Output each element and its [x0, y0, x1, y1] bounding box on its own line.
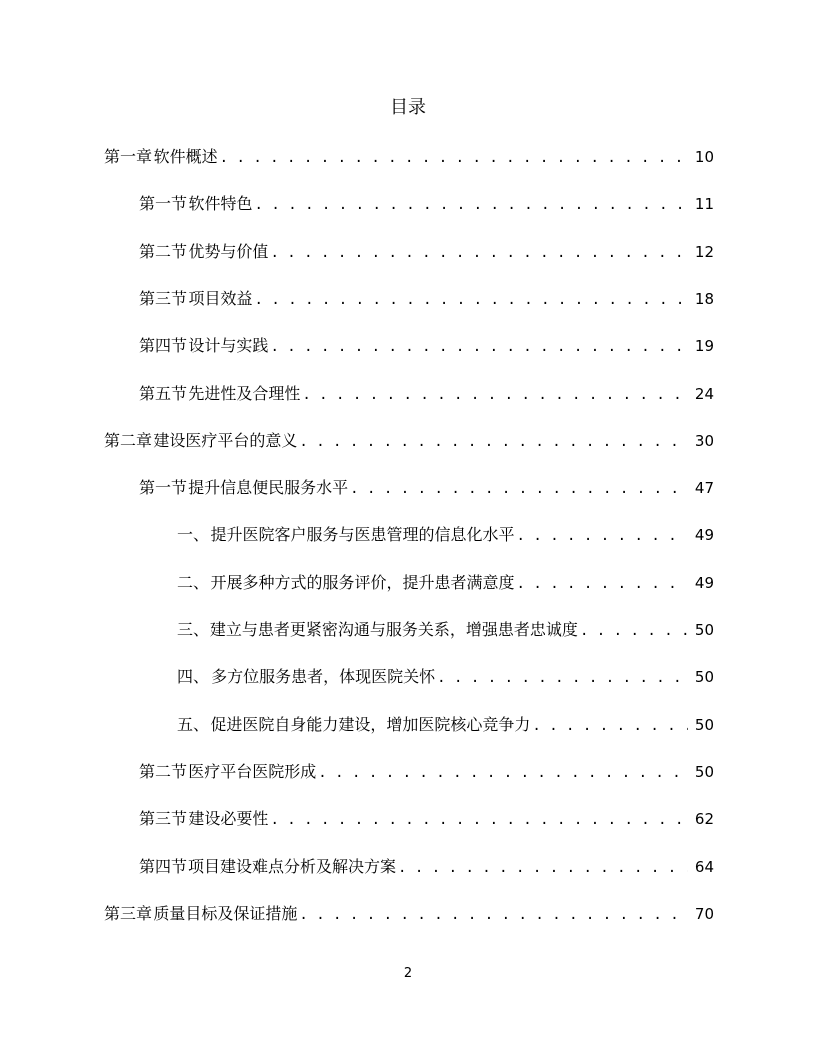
page-number: 2 — [403, 966, 413, 981]
toc-entry-title: 质量目标及保证措施 — [153, 903, 298, 923]
toc-entry-page: 50 — [694, 621, 714, 639]
toc-entry[interactable] — [139, 240, 714, 264]
toc-entry-title: 软件特色 — [188, 194, 253, 214]
toc-entry[interactable] — [104, 429, 714, 453]
toc-dot-leader — [270, 335, 688, 359]
toc-dot-leader — [302, 383, 688, 407]
toc-dot-leader — [318, 761, 688, 785]
toc-entry-number: 第二节 — [139, 241, 188, 261]
toc-dot-leader — [516, 572, 688, 596]
toc-entry[interactable] — [139, 192, 714, 216]
toc-dot-leader — [270, 808, 688, 832]
toc-entry-page: 62 — [694, 810, 714, 829]
toc-entry-title: 项目效益 — [188, 288, 253, 308]
toc-entry-page: 24 — [694, 384, 714, 403]
toc-dot-leader — [516, 524, 688, 548]
toc-dot-leader — [532, 714, 688, 738]
toc-entry[interactable] — [139, 760, 714, 784]
toc-dot-leader — [220, 146, 688, 170]
toc-entry-number: 第三章 — [104, 903, 153, 923]
toc-dot-leader — [299, 903, 688, 927]
toc-entry-page: 11 — [694, 195, 714, 214]
toc-entry-page: 49 — [694, 573, 714, 592]
toc-entry-page: 10 — [694, 148, 714, 166]
toc-entry-number: 第一章 — [104, 147, 153, 166]
toc-entry-page: 47 — [694, 479, 714, 498]
toc-entry-number: 第五节 — [139, 383, 188, 403]
toc-entry-page: 50 — [694, 668, 714, 687]
toc-entry-title: 优势与价值 — [188, 241, 269, 261]
toc-entry-number: 四、 — [177, 667, 210, 687]
toc-entry-page: 30 — [694, 431, 714, 450]
toc-entry-number: 第三节 — [139, 288, 188, 308]
toc-entry-number: 五、 — [177, 714, 210, 734]
toc-entry[interactable] — [104, 902, 714, 926]
toc-entry-title: 促进医院自身能力建设，增加医院核心竞争力 — [210, 714, 531, 734]
toc-entry-number: 一、 — [177, 525, 210, 545]
toc-entry-number: 第一节 — [139, 478, 188, 498]
toc-entry[interactable] — [139, 287, 714, 311]
toc-entry-page: 50 — [694, 715, 714, 734]
toc-dot-leader — [299, 430, 688, 454]
toc-entry-page: 64 — [694, 857, 714, 876]
toc-entry-title: 建立与患者更紧密沟通与服务关系，增强患者忠诚度 — [209, 620, 578, 639]
toc-entry[interactable] — [104, 145, 714, 169]
toc-entry-number: 第二节 — [139, 761, 188, 781]
toc-entry[interactable] — [139, 382, 714, 406]
toc-entry-page: 19 — [694, 337, 714, 356]
toc-entry-title: 软件概述 — [153, 147, 218, 166]
toc-entry-title: 提升信息便民服务水平 — [188, 478, 349, 498]
toc-entry-title: 开展多种方式的服务评价，提升患者满意度 — [210, 572, 515, 592]
toc-entry-page: 50 — [694, 762, 714, 781]
toc-entry-number: 第一节 — [139, 194, 188, 214]
toc-entry-number: 二、 — [177, 572, 210, 592]
toc-entry-number: 第二章 — [104, 430, 153, 450]
toc-entry-title: 建设医疗平台的意义 — [153, 430, 298, 450]
toc-entry-title: 医疗平台医院形成 — [188, 761, 317, 781]
toc-dot-leader — [270, 241, 688, 265]
toc-entry[interactable] — [139, 476, 714, 500]
toc-entry-page: 12 — [694, 242, 714, 261]
toc-dot-leader — [255, 193, 689, 217]
toc-entry[interactable] — [177, 571, 714, 595]
toc-entry-number: 第四节 — [139, 336, 188, 356]
toc-entry-page: 70 — [694, 904, 714, 923]
toc-entry[interactable] — [139, 807, 714, 831]
toc-entry-number: 第三节 — [139, 809, 188, 829]
toc-entry-page: 18 — [694, 289, 714, 308]
toc-entry-title: 多方位服务患者，体现医院关怀 — [211, 667, 436, 687]
toc-title: 目录 — [390, 97, 426, 118]
toc-entry-number: 三、 — [177, 620, 210, 639]
toc-entry[interactable] — [139, 334, 714, 358]
toc-entry-title: 先进性及合理性 — [188, 383, 301, 403]
toc-entry[interactable] — [177, 523, 714, 547]
toc-entry-title: 建设必要性 — [188, 809, 269, 829]
toc-dot-leader — [398, 856, 688, 880]
toc-entry[interactable] — [177, 618, 714, 642]
toc-entry-number: 第四节 — [139, 856, 188, 876]
toc-dot-leader — [350, 477, 688, 501]
toc-entry[interactable] — [177, 665, 714, 689]
toc-dot-leader — [580, 619, 688, 643]
toc-entry-page: 49 — [694, 526, 714, 545]
toc-dot-leader — [437, 666, 688, 690]
toc-dot-leader — [255, 288, 689, 312]
toc-entry[interactable] — [177, 713, 714, 737]
toc-entry-title: 设计与实践 — [188, 336, 269, 356]
toc-entry-title: 提升医院客户服务与医患管理的信息化水平 — [210, 525, 515, 545]
toc-entry[interactable] — [139, 855, 714, 879]
toc-entry-title: 项目建设难点分析及解决方案 — [188, 856, 397, 876]
